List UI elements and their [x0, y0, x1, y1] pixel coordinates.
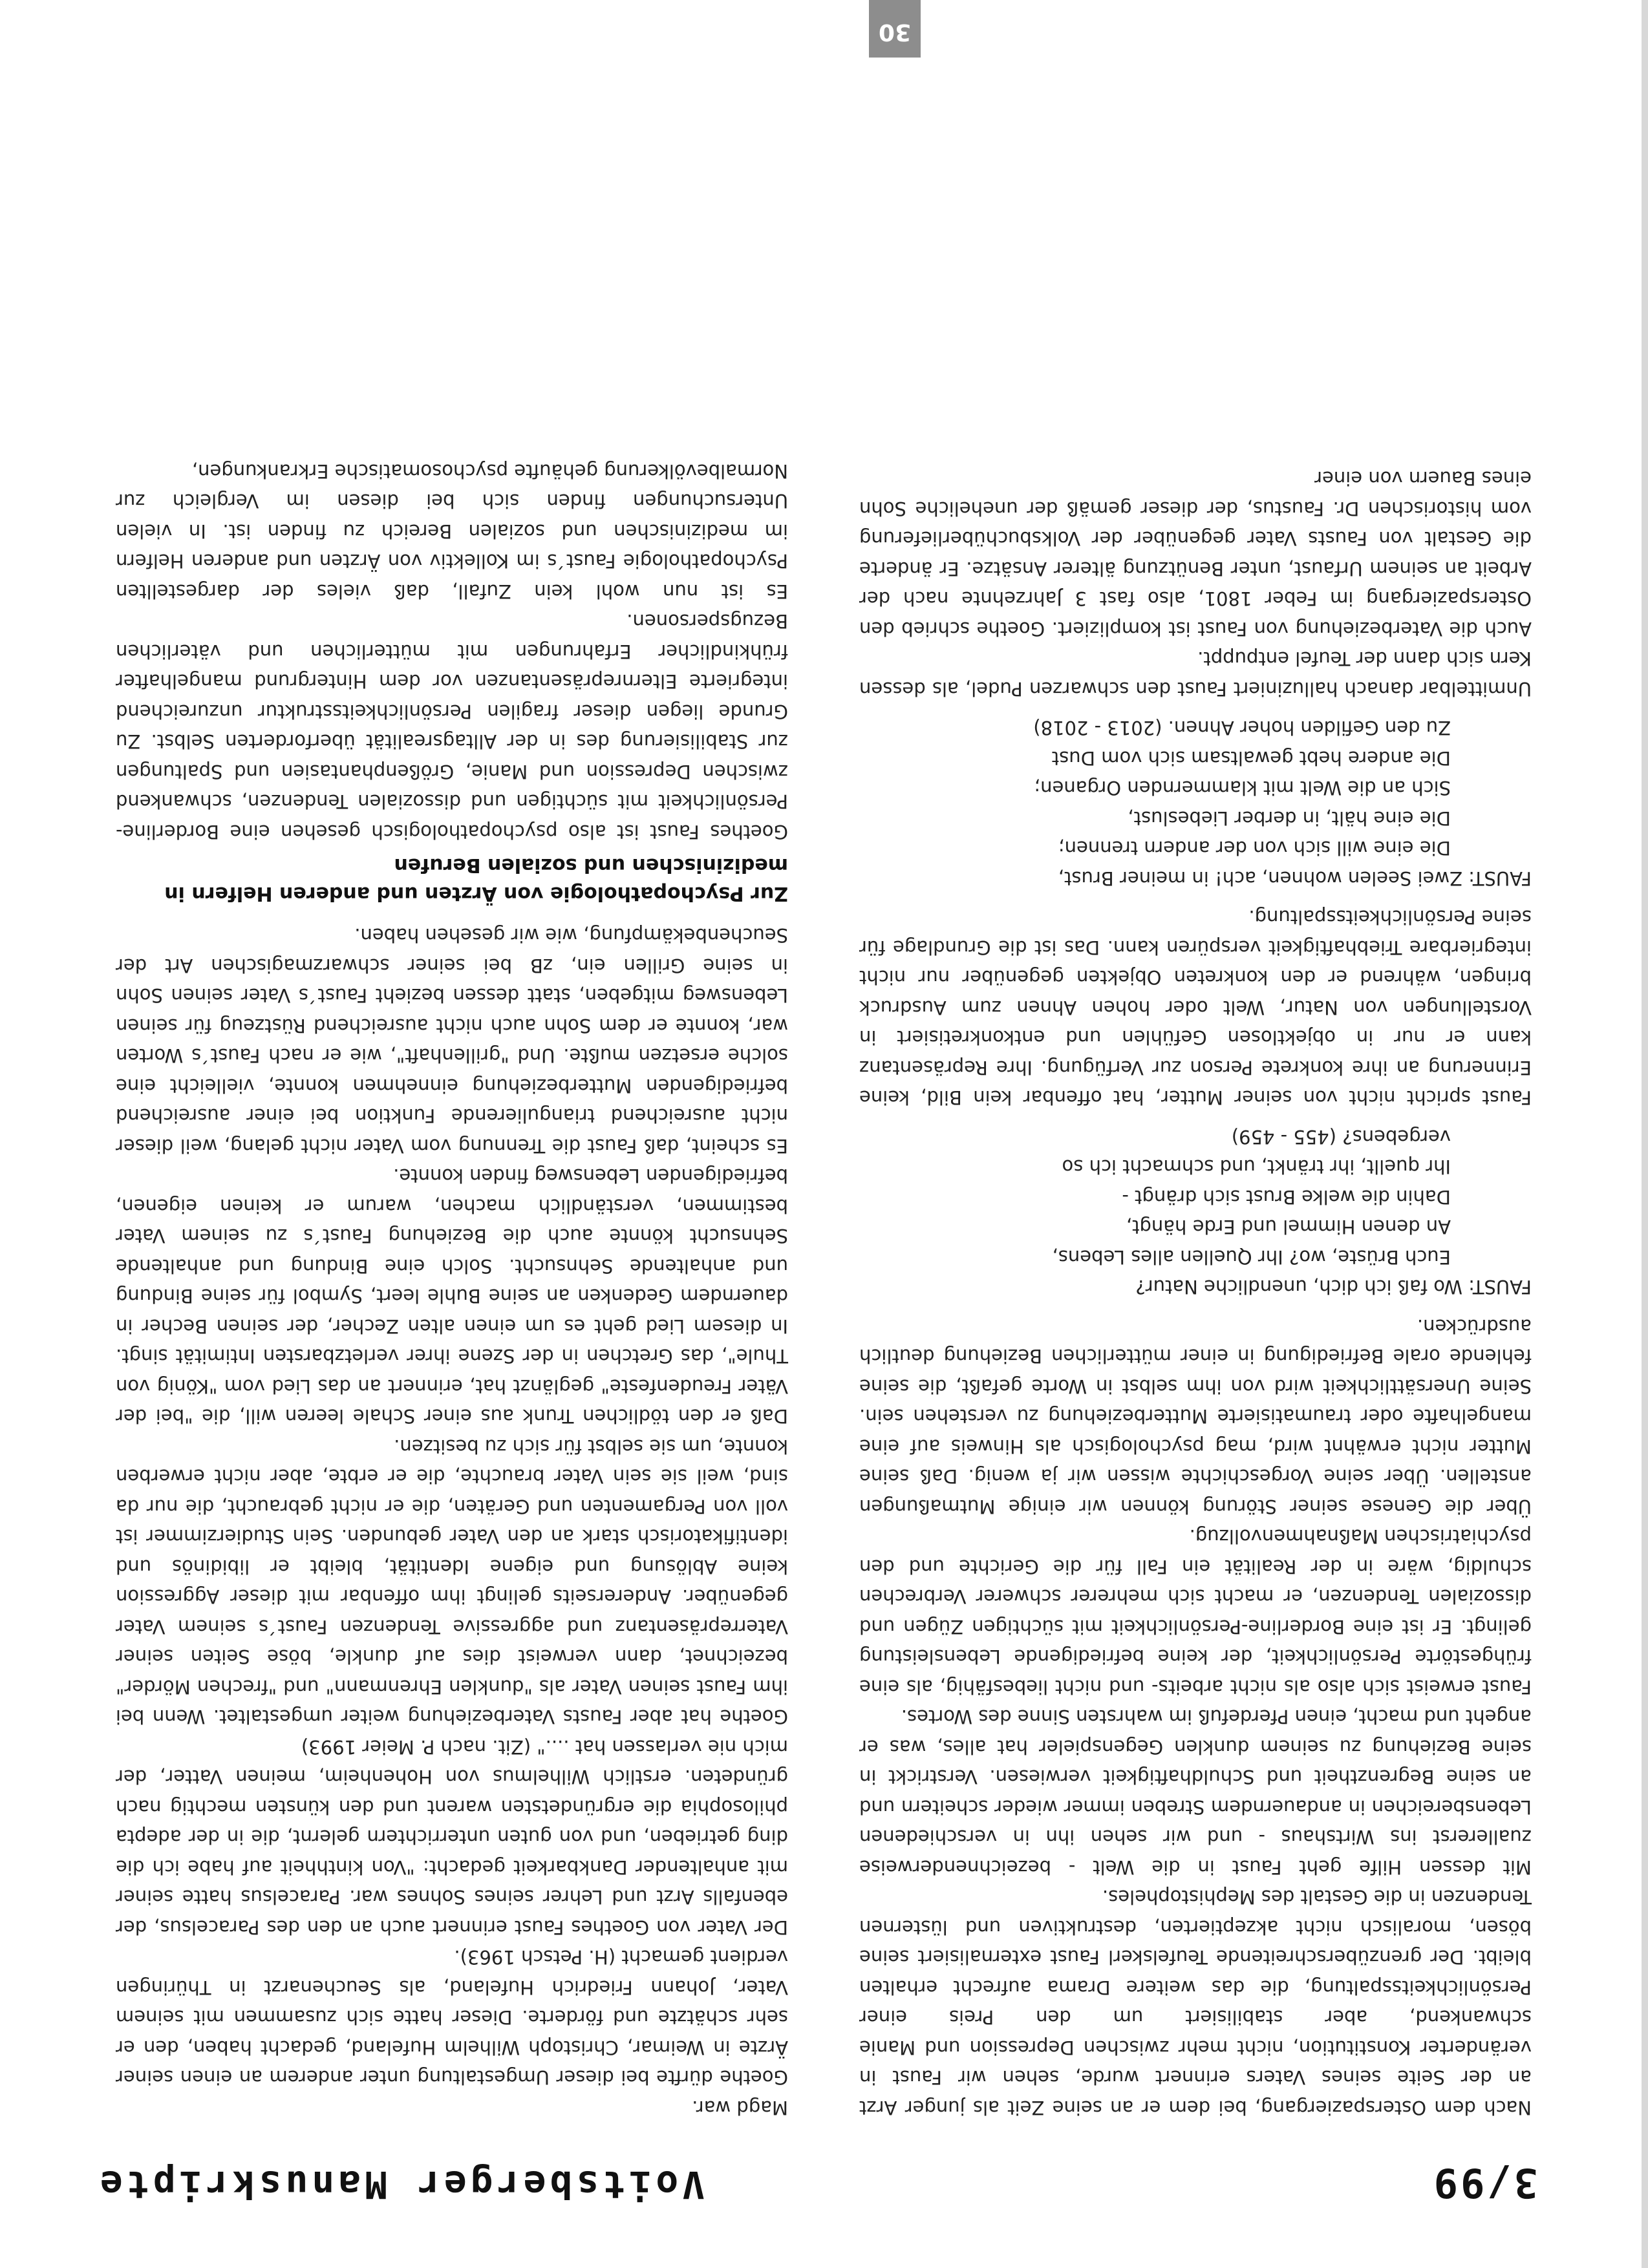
paragraph: Unmittelbar danach halluziniert Faust den schwarzen Pudel, als dessen Kern sich dann der Teufel entpuppt.: [859, 648, 1532, 700]
verse-line: Die andere hebt gewaltsam sich vom Dust: [1051, 747, 1451, 769]
verse-line: Dahin die welke Brust sich drängt -: [1122, 1186, 1451, 1208]
verse-line: vergebens? (455 - 459): [1231, 1126, 1451, 1148]
paragraph: Es scheint, daß Faust die Trennung vom Vater nicht gelang, weil dieser nicht ausreichend triangulierende Funktion bei einer ausreichend befriedigenden Mutterbeziehung einnehmen konnte, vielleicht eine solche ersetzen mußte. Und "grillenhaft", wie er nach Faust´s Worten war, konnte er dem Sohn auch nicht ausreichend Rüstzeug für seinen Lebensweg mitgeben, statt dessen bezieht Faust´s Vater seinen Sohn in seine Grillen ein, zB bei seiner schwarzmagischen Art der Seuchenbekämpfung, wie wir gesehen haben.: [116, 924, 788, 1157]
left-column: [859, 463, 1532, 2123]
verse-line: Sich an die Welt mit klammernden Organen;: [1034, 777, 1451, 800]
verse-line: Die eine hält, in derber Liebeslust,: [1128, 807, 1451, 829]
paragraph: Faust spricht nicht von seiner Mutter, hat offenbar kein Bild, keine Erinnerung an ihre konkrete Person zur Verfügung. Ihre Repräsentanz kann er nur in objektlosen Gefühlen und entkonkretisiert in Vorstellungen von Natur, Welt oder hohen Ahnen zum Ausdruck bringen, während er den konkreten Objekten gegenüber nur nicht integrierbare Triebhaftigkeit verspüren kann. Das ist die Grundlage für seine Persönlichkeitsspaltung.: [859, 906, 1532, 1109]
paragraph: Nach dem Osterspaziergang, bei dem er an seine Zeit als junger Arzt an der Seite seines Vaters erinnert wurde, sehen wir Faust in veränderter Konstitution, nicht mehr zwischen Depression und Manie schwankend, aber stabilisiert um den Preis einer Persönlichkeitsspaltung, die das weitere Drama aufrecht erhalten bleibt. Der grenzüberschreitende Teufelskerl Faust externalisiert seine bösen, moralisch nicht akzeptierten, destruktiven und lüsternen Tendenzen in die Gestalt des Mephistopheles.: [859, 1886, 1532, 2119]
paragraph: Der Vater von Goethes Faust erinnert auch an den des Paracelsus, der ebenfalls Arzt und Lehrer seines Sohnes war. Paracelsus hatte seiner mit anhaltender Dankbarkeit gedacht: "Von kinthheit auf habe ich die ding getrieben, und von guten unterrichtern gelernt, die in der adepta philosophia die ergründetsten warent und den künsten mechtig nach gründeten. erstlich Wilhelmus von Hohenheim, meinen Vatter, der mich nie verlassen hat ...." (Zit. nach P. Meier 1993): [116, 1736, 788, 1938]
paragraph: Daß er den tödlichen Trunk aus einer Schale leeren will, die "bei der Väter Freudenfeste" geglänzt hat, erinnert an das Lied vom "König von Thule", das Gretchen in der Szene ihrer verletzbarsten Intimität singt. In diesem Lied geht es um einen alten Zecher, der seinen Becher in dauerndem Gedenken an seine Buhle leert, Symbol für seine Bindung und anhaltende Sehnsucht. Solch eine Bindung und anhaltende Sehnsucht könnte auch die Beziehung Faust´s zu seinem Vater bestimmen, verständlich machen, warum er keinen eigenen, befriedigenden Lebensweg finden konnte.: [116, 1165, 788, 1428]
paragraph: Faust erweist sich also als nicht arbeits- und nicht liebesfähig, als eine frühgestörte Persönlichkeit, der keine befriedigende Lebensleistung gelingt. Er ist eine Borderline-Persönlichkeit mit süchtigen Zügen und dissozialen Tendenzen, er macht sich mehrerer schwerer Verbrechen schuldig, wäre in der Realität ein Fall für die Gerichte und den psychiatrischen Maßnahmenvollzug.: [859, 1525, 1532, 1698]
issue-number: 3/99: [1431, 2159, 1538, 2207]
paragraph: Goethes Faust ist also psychopathologisch gesehen eine Borderline-Persönlichkeit mit süchtigen und dissozialen Tendenzen, schwankend zwischen Depression und Manie, Größenphantasien und Spaltungen zur Stabilisierung des in der Alltagsrealität überforderten Selbst. Zu Grunde liegen dieser fragilen Persönlichkeitsstruktur unzureichend integrierte Elternrepräsentanzen vor dem Hintergrund mangelhafter frühkindlicher Erfahrungen mit mütterlichen und väterlichen Bezugspersonen.: [116, 610, 788, 843]
page-edge: [1642, 0, 1648, 2268]
verse-quote: [859, 1122, 1532, 1302]
verse-line: An denen Himmel und Erde hängt,: [1126, 1216, 1451, 1238]
paragraph: Goethe dürfte bei dieser Umgestaltung unter anderem an einen seiner Ärzte in Weimar, Christoph Wilhelm Hufeland, gedacht haben, den er sehr schätzte und förderte. Dieser hatte sich zusammen mit seinem Vater, Johann Friedrich Hufeland, als Seuchenarzt in Thüringen verdient gemacht (H. Petsch 1963).: [116, 1946, 788, 2089]
paragraph: Mit dessen Hilfe geht Faust in die Welt - bezeichnenderweise zuallererst ins Wirtshaus - und wir sehen ihn in verschiedenen Lebensbereichen in andauerndem Streben immer wieder scheitern und an seine Begrenztheit und Schuldhaftigkeit verwiesen. Verstrickt in seine Beziehung zu seinem dunklen Gegenspieler hat alles, was er angeht und macht, einen Pferdefuß im wahrsten Sinne des Wortes.: [859, 1706, 1532, 1878]
paragraph: Auch die Vaterbeziehung von Faust ist kompliziert. Goethe schrieb den Osterspaziergang im Feber 1801, also fast 3 Jahrzehnte nach der Arbeit an seinem Urfaust, unter Benützung älterer Ansätze. Er änderte die Gestalt von Fausts Vater gegenüber der Volksbuchüberlieferung vom historischen Dr. Faustus, der dieser gemäß der uneheliche Sohn eines Bauern von einer: [859, 467, 1532, 640]
verse-line: Ihr quellt, ihr tränkt, und schmacht ich so: [1062, 1156, 1451, 1178]
verse-line: FAUST: Wo faß ich dich, unendliche Natur?: [1135, 1276, 1532, 1298]
verse-line: Euch Brüste, wo? Ihr Quellen alles Lebens,: [1052, 1246, 1451, 1268]
right-column: [116, 456, 788, 2123]
page-number-tab: 30: [869, 0, 921, 58]
verse-line: Zu den Gefilden hoher Ahnen. (2013 - 2018): [1033, 717, 1451, 739]
paragraph: Es ist nun wohl kein Zufall, daß vieles der dargestellten Psychopathologie Faust´s im Kollektiv von Ärzten und anderen Helfern im medizinischen und sozialen Bereich zu finden ist. In vielen Untersuchungen finden sich bei diesen im Vergleich zur Normalbevölkerung gehäufte psychosomatische Erkrankungen,: [116, 460, 788, 602]
verse-line: FAUST: Zwei Seelen wohnen, ach! in meiner Brust,: [1058, 867, 1532, 889]
running-header: [96, 2148, 1538, 2207]
verse-line: Die eine will sich von der andern trennen;: [1058, 837, 1451, 860]
paragraph: Magd war.: [692, 2097, 788, 2119]
section-heading: Zur Psychopathologie von Ärzten und anderen Helfern in medizinischen und sozialen Berufen: [164, 854, 788, 905]
paragraph: Goethe hat aber Fausts Vaterbeziehung weiter umgestaltet. Wenn bei ihm Faust seinen Vater als "dunklen Ehrenmann" und "frechen Mörder" bezeichnet, dann verweist dies auf dunkle, böse Seiten seiner Vaterrepräsentanz und aggressive Tendenzen Faust´s seinem Vater gegenüber. Andererseits gelingt ihm offenbar mit dieser Aggression keine Ablösung und eigene Identität, bleibt er libidinös und identifikatorisch stark an den Vater gebunden. Sein Studierzimmer ist voll von Pergamenten und Geräten, die er nicht gebraucht, die nur da sind, weil sie sein Vater brauchte, die er erbte, aber nicht erwerben konnte, um sie selbst für sich zu besitzen.: [116, 1436, 788, 1728]
magazine-title: Voitsberger Manuskripte: [96, 2163, 705, 2207]
paragraph: Über die Genese seiner Störung können wir einige Mutmaßungen anstellen. Über seine Vorgeschichte wissen wir ja wenig. Daß seine Mutter nicht erwähnt wird, mag psychologisch als Hinweis auf eine mangelhafte oder traumatisierte Mutterbeziehung zu verstehen sein. Seine Unersättlichkeit wird von ihm selbst in Worte gefaßt, die seine fehlende orale Befriedigung in einer mütterlichen Beziehung deutlich ausdrücken.: [859, 1315, 1532, 1518]
verse-quote: [859, 713, 1532, 893]
